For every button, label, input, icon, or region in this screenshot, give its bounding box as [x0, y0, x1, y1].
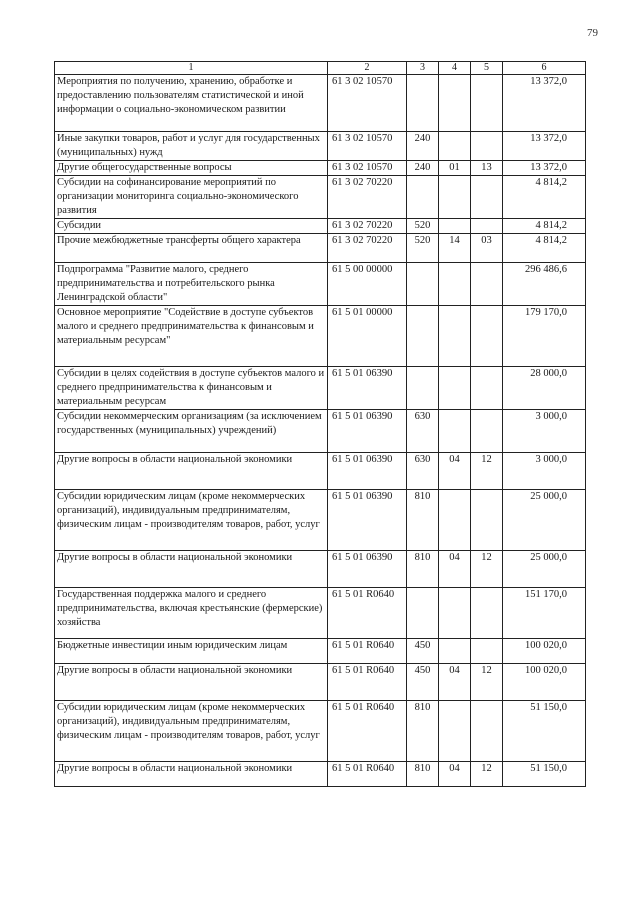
row-code: 61 5 01 06390 — [328, 490, 407, 551]
row-code: 61 3 02 10570 — [328, 132, 407, 161]
row-c4 — [439, 75, 471, 132]
row-c4: 04 — [439, 453, 471, 490]
row-c4 — [439, 639, 471, 664]
row-c3: 630 — [407, 453, 439, 490]
row-c4 — [439, 176, 471, 219]
row-c5 — [471, 219, 503, 234]
row-c4 — [439, 490, 471, 551]
row-c3: 240 — [407, 161, 439, 176]
row-c3 — [407, 75, 439, 132]
row-c3 — [407, 176, 439, 219]
row-code: 61 3 02 70220 — [328, 219, 407, 234]
row-c4 — [439, 410, 471, 453]
row-name: Мероприятия по получению, хранению, обработке и предоставлению пользователям статистической и иной информации о социально-экономическом развитии — [55, 75, 328, 132]
row-c5 — [471, 176, 503, 219]
table-row — [55, 306, 586, 367]
row-sum: 13 372,0 — [503, 132, 586, 161]
table-row — [55, 664, 586, 701]
row-sum: 296 486,6 — [503, 263, 586, 306]
row-c5 — [471, 367, 503, 410]
row-name: Другие вопросы в области национальной экономики — [55, 664, 328, 701]
row-c4 — [439, 132, 471, 161]
row-c3: 520 — [407, 219, 439, 234]
row-c4: 04 — [439, 551, 471, 588]
row-name: Другие вопросы в области национальной экономики — [55, 453, 328, 490]
table-row — [55, 762, 586, 787]
table-row — [55, 701, 586, 762]
budget-table — [54, 61, 586, 787]
row-c3: 630 — [407, 410, 439, 453]
row-code: 61 5 01 06390 — [328, 453, 407, 490]
row-code: 61 5 00 00000 — [328, 263, 407, 306]
row-c4 — [439, 219, 471, 234]
row-c5: 12 — [471, 664, 503, 701]
row-code: 61 3 02 70220 — [328, 234, 407, 263]
row-c3: 520 — [407, 234, 439, 263]
column-header: 5 — [471, 62, 503, 75]
row-name: Другие общегосударственные вопросы — [55, 161, 328, 176]
row-c3: 810 — [407, 551, 439, 588]
row-c3 — [407, 367, 439, 410]
column-header: 3 — [407, 62, 439, 75]
row-c4 — [439, 306, 471, 367]
row-code: 61 5 01 R0640 — [328, 588, 407, 639]
row-sum: 28 000,0 — [503, 367, 586, 410]
row-name: Субсидии на софинансирование мероприятий по организации мониторинга социально-экономического развития — [55, 176, 328, 219]
page-number: 79 — [587, 27, 598, 39]
row-sum: 25 000,0 — [503, 551, 586, 588]
row-name: Подпрограмма "Развитие малого, среднего предпринимательства и потребительского рынка Ленинградской области" — [55, 263, 328, 306]
row-sum: 51 150,0 — [503, 701, 586, 762]
table-row — [55, 551, 586, 588]
row-c4: 04 — [439, 664, 471, 701]
row-sum: 4 814,2 — [503, 176, 586, 219]
row-c3 — [407, 263, 439, 306]
row-c3: 810 — [407, 762, 439, 787]
row-c3: 450 — [407, 664, 439, 701]
table-row — [55, 75, 586, 132]
row-sum: 25 000,0 — [503, 490, 586, 551]
row-sum: 13 372,0 — [503, 161, 586, 176]
row-code: 61 5 01 00000 — [328, 306, 407, 367]
row-name: Прочие межбюджетные трансферты общего характера — [55, 234, 328, 263]
row-code: 61 5 01 06390 — [328, 367, 407, 410]
row-c3: 450 — [407, 639, 439, 664]
table-row — [55, 588, 586, 639]
table-row — [55, 490, 586, 551]
row-c5 — [471, 132, 503, 161]
row-c5 — [471, 701, 503, 762]
row-c4: 01 — [439, 161, 471, 176]
row-sum: 3 000,0 — [503, 453, 586, 490]
row-c5 — [471, 410, 503, 453]
row-sum: 13 372,0 — [503, 75, 586, 132]
row-name: Другие вопросы в области национальной экономики — [55, 762, 328, 787]
row-code: 61 5 01 06390 — [328, 410, 407, 453]
row-c4 — [439, 367, 471, 410]
row-sum: 100 020,0 — [503, 639, 586, 664]
row-code: 61 3 02 10570 — [328, 75, 407, 132]
table-row — [55, 219, 586, 234]
row-name: Субсидии юридическим лицам (кроме некоммерческих организаций), индивидуальным предпринимателям, физическим лицам - производителям товаров, работ, услуг — [55, 701, 328, 762]
row-code: 61 5 01 06390 — [328, 551, 407, 588]
row-name: Другие вопросы в области национальной экономики — [55, 551, 328, 588]
row-c4 — [439, 263, 471, 306]
row-c5 — [471, 639, 503, 664]
row-sum: 51 150,0 — [503, 762, 586, 787]
row-name: Основное мероприятие "Содействие в доступе субъектов малого и среднего предпринимательства к финансовым и материальным ресурсам" — [55, 306, 328, 367]
row-name: Государственная поддержка малого и среднего предпринимательства, включая крестьянские (фермерские) хозяйства — [55, 588, 328, 639]
row-name: Субсидии в целях содействия в доступе субъектов малого и среднего предпринимательства к финансовым и материальным ресурсам — [55, 367, 328, 410]
row-c3: 240 — [407, 132, 439, 161]
column-header: 6 — [503, 62, 586, 75]
column-header: 2 — [328, 62, 407, 75]
row-name: Бюджетные инвестиции иным юридическим лицам — [55, 639, 328, 664]
row-c3: 810 — [407, 701, 439, 762]
row-code: 61 3 02 70220 — [328, 176, 407, 219]
row-c5: 12 — [471, 453, 503, 490]
row-c5 — [471, 588, 503, 639]
row-c4: 14 — [439, 234, 471, 263]
row-name: Субсидии — [55, 219, 328, 234]
row-name: Субсидии некоммерческим организациям (за исключением государственных (муниципальных) учреждений) — [55, 410, 328, 453]
row-c5 — [471, 75, 503, 132]
table-row — [55, 176, 586, 219]
row-name: Субсидии юридическим лицам (кроме некоммерческих организаций), индивидуальным предпринимателям, физическим лицам - производителям товаров, работ, услуг — [55, 490, 328, 551]
table-row — [55, 161, 586, 176]
row-c3 — [407, 588, 439, 639]
table-row — [55, 263, 586, 306]
row-code: 61 5 01 R0640 — [328, 701, 407, 762]
column-header: 1 — [55, 62, 328, 75]
row-c5: 13 — [471, 161, 503, 176]
table-row — [55, 132, 586, 161]
row-code: 61 5 01 R0640 — [328, 639, 407, 664]
row-c5 — [471, 263, 503, 306]
table-row — [55, 367, 586, 410]
row-sum: 151 170,0 — [503, 588, 586, 639]
table-row — [55, 234, 586, 263]
row-c4: 04 — [439, 762, 471, 787]
row-code: 61 3 02 10570 — [328, 161, 407, 176]
row-sum: 3 000,0 — [503, 410, 586, 453]
row-sum: 4 814,2 — [503, 234, 586, 263]
table-row — [55, 453, 586, 490]
row-c5: 12 — [471, 762, 503, 787]
table-row — [55, 639, 586, 664]
row-name: Иные закупки товаров, работ и услуг для государственных (муниципальных) нужд — [55, 132, 328, 161]
table-header-row — [55, 62, 586, 75]
row-c5: 03 — [471, 234, 503, 263]
column-header: 4 — [439, 62, 471, 75]
row-code: 61 5 01 R0640 — [328, 762, 407, 787]
row-code: 61 5 01 R0640 — [328, 664, 407, 701]
row-c4 — [439, 588, 471, 639]
table-row — [55, 410, 586, 453]
row-c4 — [439, 701, 471, 762]
row-sum: 179 170,0 — [503, 306, 586, 367]
row-c5 — [471, 490, 503, 551]
row-sum: 4 814,2 — [503, 219, 586, 234]
row-c5: 12 — [471, 551, 503, 588]
row-c5 — [471, 306, 503, 367]
row-sum: 100 020,0 — [503, 664, 586, 701]
row-c3 — [407, 306, 439, 367]
row-c3: 810 — [407, 490, 439, 551]
